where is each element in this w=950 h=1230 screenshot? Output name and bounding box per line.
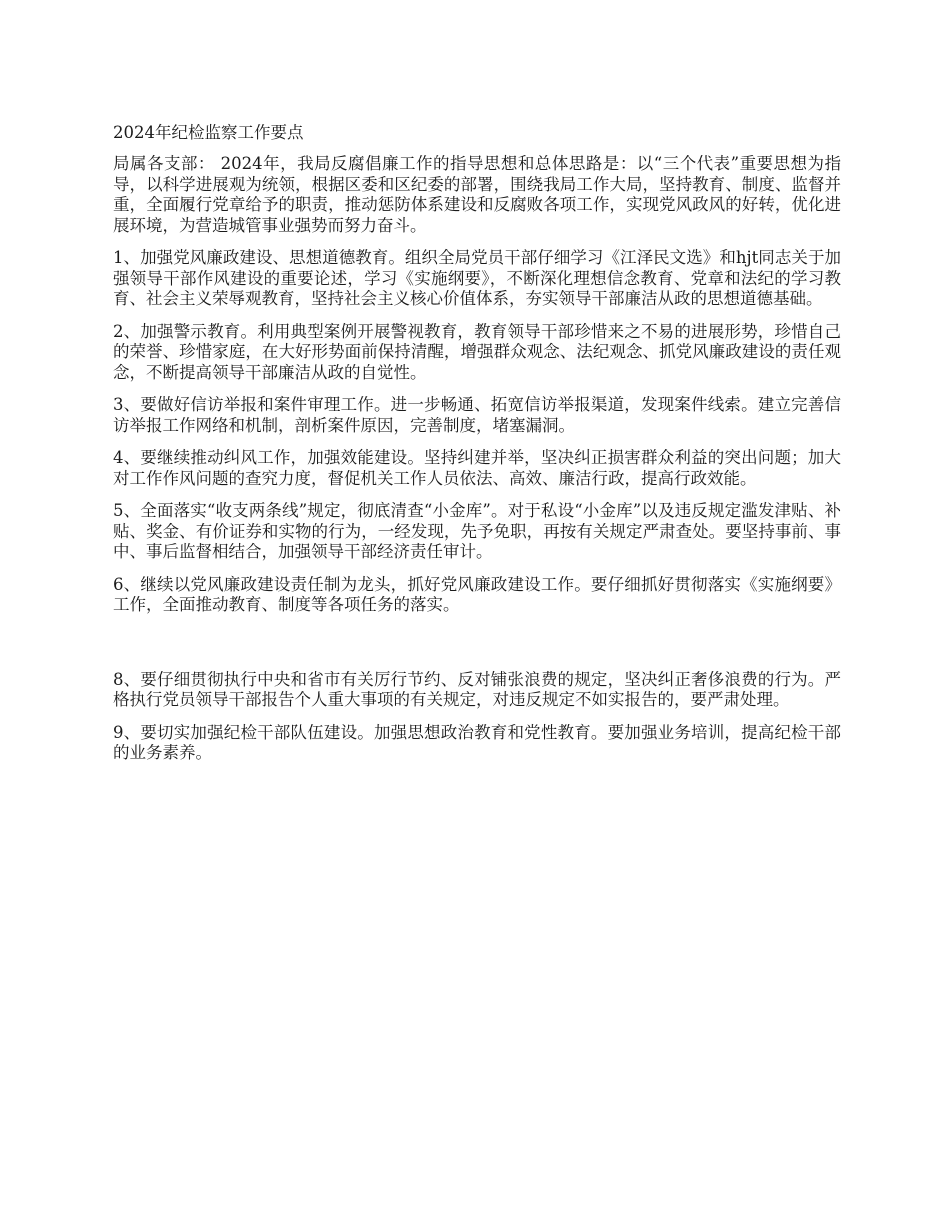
blank-gap: [113, 628, 841, 670]
intro-paragraph: 局属各支部： 2024年，我局反腐倡廉工作的指导思想和总体思路是：以“三个代表”重要思想为指导，以科学进展观为统领，根据区委和区纪委的部署，围绕我局工作大局，坚持教育、制度、监督并重，全面履行党章给予的职责，推动惩防体系建设和反腐败各项工作，实现党风政风的好转，优化进展环境，为营造城管事业强势而努力奋斗。: [113, 154, 841, 235]
item-paragraph-6: 6、继续以党风廉政建设责任制为龙头，抓好党风廉政建设工作。要仔细抓好贯彻落实《实施纲要》工作，全面推动教育、制度等各项任务的落实。: [113, 574, 841, 614]
document-page: [113, 122, 841, 776]
item-paragraph-2: 2、加强警示教育。利用典型案例开展警视教育，教育领导干部珍惜来之不易的进展形势，珍惜自己的荣誉、珍惜家庭，在大好形势面前保持清醒，增强群众观念、法纪观念、抓党风廉政建设的责任观念，不断提高领导干部廉洁从政的自觉性。: [113, 321, 841, 382]
item-paragraph-1: 1、加强党风廉政建设、思想道德教育。组织全局党员干部仔细学习《江泽民文选》和hjt同志关于加强领导干部作风建设的重要论述，学习《实施纲要》，不断深化理想信念教育、党章和法纪的学习教育、社会主义荣辱观教育，坚持社会主义核心价值体系，夯实领导干部廉洁从政的思想道德基础。: [113, 248, 841, 308]
item-paragraph-5: 5、全面落实“收支两条线”规定，彻底清查“小金库”。对于私设“小金库”以及违反规定滥发津贴、补贴、奖金、有价证券和实物的行为，一经发现，先予免职，再按有关规定严肃查处。要坚持事前、事中、事后监督相结合，加强领导干部经济责任审计。: [113, 501, 841, 561]
item-paragraph-9: 9、要切实加强纪检干部队伍建设。加强思想政治教育和党性教育。要加强业务培训，提高纪检干部的业务素养。: [113, 722, 841, 762]
item-paragraph-4: 4、要继续推动纠风工作，加强效能建设。坚持纠建并举，坚决纠正损害群众利益的突出问题；加大对工作作风问题的查究力度，督促机关工作人员依法、高效、廉洁行政，提高行政效能。: [113, 448, 841, 488]
item-paragraph-3: 3、要做好信访举报和案件审理工作。进一步畅通、拓宽信访举报渠道，发现案件线索。建立完善信访举报工作网络和机制，剖析案件原因，完善制度，堵塞漏洞。: [113, 395, 841, 435]
document-title: 2024年纪检监察工作要点: [113, 123, 304, 142]
item-paragraph-8: 8、要仔细贯彻执行中央和省市有关厉行节约、反对铺张浪费的规定，坚决纠正奢侈浪费的行为。严格执行党员领导干部报告个人重大事项的有关规定，对违反规定不如实报告的，要严肃处理。: [113, 669, 841, 709]
